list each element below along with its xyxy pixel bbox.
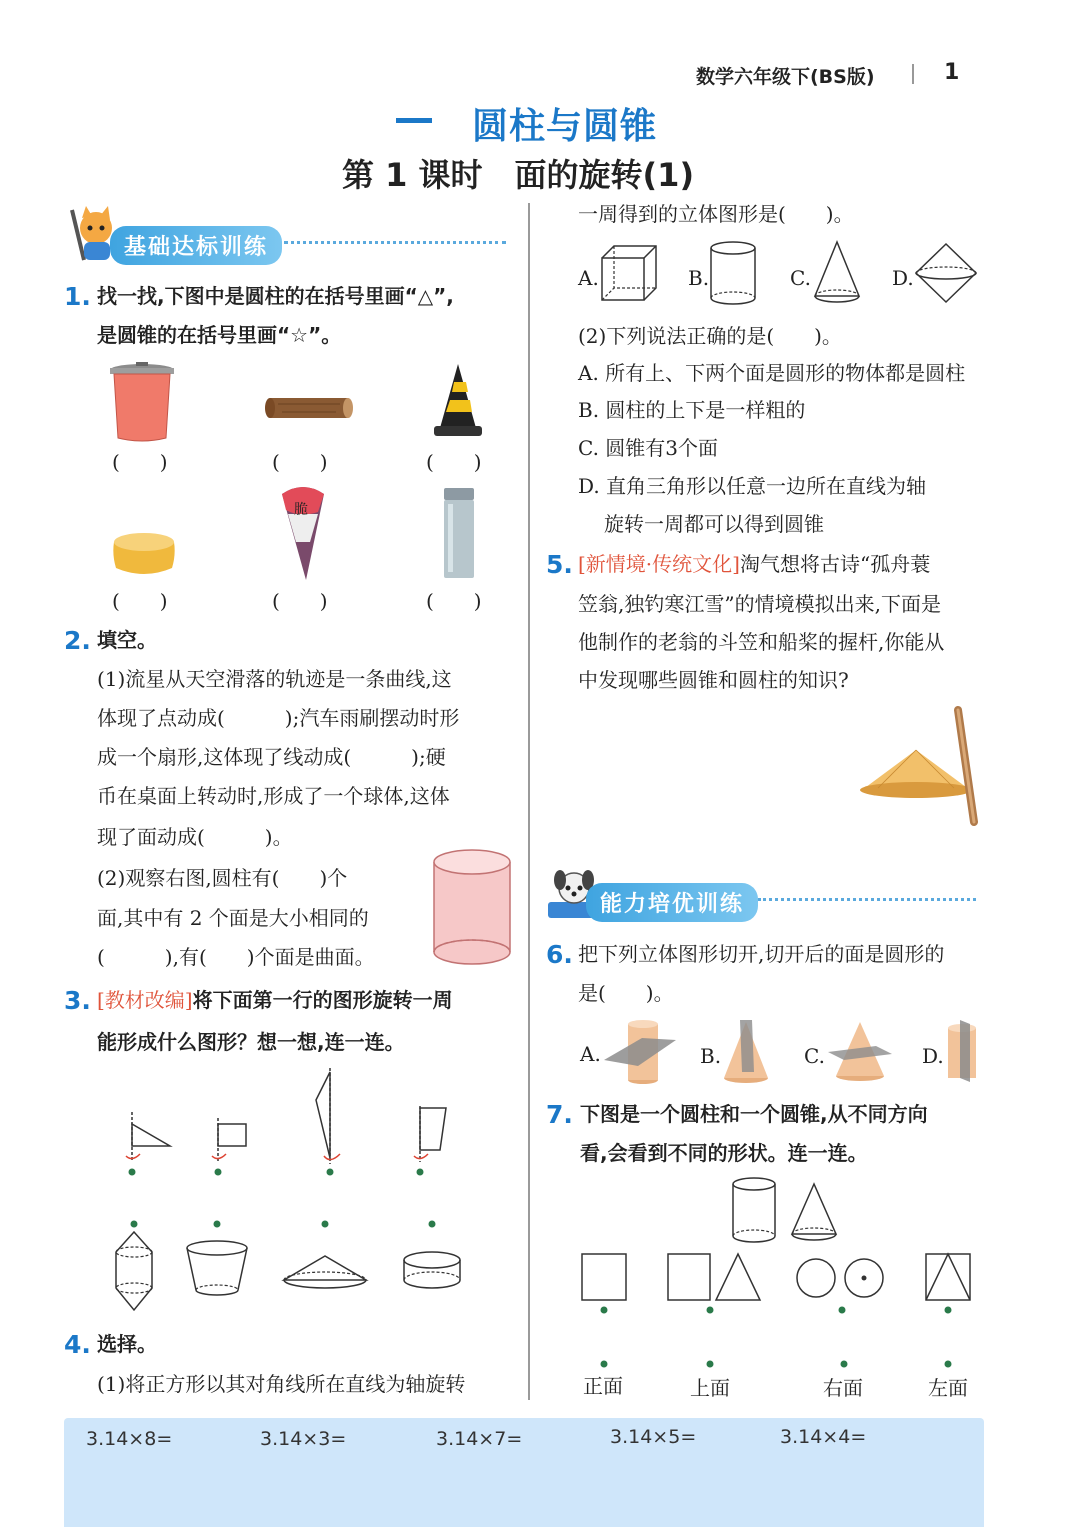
q4-option[interactable]: C. 圆锥有3个面 — [578, 436, 719, 460]
q7-text: 下图是一个圆柱和一个圆锥,从不同方向 — [580, 1102, 928, 1126]
answer-blank[interactable]: ( ) — [112, 589, 168, 613]
q5-text: 笠翁,独钓寒江雪”的情境模拟出来,下面是 — [578, 592, 941, 616]
answer-blank[interactable]: ( ) — [272, 589, 328, 613]
view-square-triangle-icon — [666, 1252, 762, 1314]
q4-option: 旋转一周都可以得到圆锥 — [604, 512, 824, 536]
column-divider — [528, 203, 530, 1400]
double-cone-icon — [914, 242, 978, 304]
option-label[interactable]: C. — [790, 266, 811, 290]
cylinder-icon — [708, 240, 758, 308]
question-number: 4. — [64, 1330, 91, 1359]
option-label[interactable]: A. — [578, 266, 599, 290]
question-number: 2. — [64, 626, 91, 655]
cut-cylinder-icon-d — [944, 1020, 980, 1084]
q4-text: (2)下列说法正确的是( )。 — [578, 324, 842, 348]
section-dotted-line — [284, 241, 506, 244]
traffic-cone-icon — [432, 362, 484, 442]
view-dot — [944, 1360, 952, 1368]
q4-option[interactable]: B. 圆柱的上下是一样粗的 — [578, 398, 806, 422]
thermos-bottle-icon — [442, 488, 476, 580]
answer-blank[interactable]: ( ) — [112, 450, 168, 474]
flat-cone-icon — [280, 1218, 370, 1290]
page-number: 1 — [944, 60, 960, 85]
trash-bin-icon — [106, 362, 178, 444]
option-label[interactable]: D. — [922, 1044, 944, 1068]
unit-number-dash — [396, 118, 432, 123]
answer-blank[interactable]: ( ) — [272, 450, 328, 474]
answer-blank[interactable]: ( ) — [426, 589, 482, 613]
cheese-wheel-icon — [110, 530, 178, 580]
cube-icon — [600, 244, 658, 304]
option-label[interactable]: A. — [580, 1042, 601, 1066]
q1-text: 找一找,下图中是圆柱的在括号里画“△”, — [97, 284, 454, 308]
cut-cone-icon-b — [720, 1018, 770, 1086]
q1-text: 是圆锥的在括号里画“☆”。 — [97, 323, 342, 347]
cut-cylinder-icon — [602, 1020, 678, 1086]
question-number: 6. — [546, 940, 573, 969]
view-dot — [840, 1360, 848, 1368]
math-item: 3.14×7= — [436, 1428, 523, 1450]
question-number: 5. — [546, 550, 573, 579]
q2-text: (1)流星从天空滑落的轨迹是一条曲线,这 — [97, 667, 452, 691]
q5-text: 他制作的老翁的斗笠和船桨的握杆,你能从 — [578, 630, 945, 654]
q2-text: 体现了点动成( );汽车雨刷摆动时形 — [97, 706, 460, 730]
oar-handle-icon — [952, 706, 982, 828]
frustum-icon — [184, 1218, 250, 1298]
q6-text: 是( )。 — [578, 981, 674, 1005]
q4-title: 选择。 — [97, 1332, 157, 1356]
q4-text: 一周得到的立体图形是( )。 — [578, 202, 854, 226]
q2-text: 现了面动成( )。 — [97, 825, 293, 849]
pink-cylinder-icon — [430, 848, 514, 968]
view-circles-icon — [796, 1256, 888, 1314]
view-label-top: 上面 — [690, 1376, 730, 1400]
math-item: 3.14×4= — [780, 1426, 867, 1448]
unit-title: 圆柱与圆锥 — [472, 106, 658, 147]
q2-title: 填空。 — [97, 628, 157, 652]
book-title: 数学六年级下(BS版) — [696, 66, 875, 88]
lesson-title: 第 1 课时 面的旋转(1) — [342, 156, 695, 194]
rotation-kite-icon — [306, 1068, 354, 1178]
cut-cone-icon-c — [826, 1018, 894, 1084]
question-number: 1. — [64, 282, 91, 311]
cone-icon — [812, 240, 862, 306]
question-number: 7. — [546, 1100, 573, 1129]
view-square-icon — [580, 1252, 628, 1314]
view-square-with-triangle-icon — [924, 1252, 972, 1314]
question-number: 3. — [64, 986, 91, 1015]
math-item: 3.14×3= — [260, 1428, 347, 1450]
q5-text: 中发现哪些圆锥和圆柱的知识? — [578, 668, 849, 692]
q4-text: (1)将正方形以其对角线所在直线为轴旋转 — [97, 1372, 466, 1396]
q2-text: 面,其中有 2 个面是大小相同的 — [97, 906, 369, 930]
q4-option[interactable]: D. 直角三角形以任意一边所在直线为轴 — [578, 474, 927, 498]
option-label[interactable]: B. — [700, 1044, 722, 1068]
option-label[interactable]: C. — [804, 1044, 825, 1068]
tag-label: [教材改编] — [97, 988, 193, 1012]
section-dotted-line — [758, 898, 976, 901]
q3-text: 能形成什么图形？想一想,连一连。 — [97, 1030, 405, 1054]
short-cylinder-icon — [400, 1218, 464, 1290]
view-label-right: 右面 — [823, 1376, 863, 1400]
q2-text: ( ),有( )个面是曲面。 — [97, 945, 375, 969]
rotation-square-icon — [206, 1112, 254, 1178]
section-banner-advanced: 能力培优训练 — [586, 883, 758, 922]
header-separator — [912, 64, 914, 84]
option-label[interactable]: B. — [688, 266, 710, 290]
rotation-trapezoid-icon — [404, 1106, 456, 1178]
section-banner-basic: 基础达标训练 — [110, 226, 282, 265]
q2-text: 币在桌面上转动时,形成了一个球体,这体 — [97, 784, 450, 808]
double-cone-cylinder-icon — [110, 1218, 158, 1314]
q4-option[interactable]: A. 所有上、下两个面是圆形的物体都是圆柱 — [578, 361, 966, 385]
mental-math-strip — [64, 1418, 984, 1527]
view-label-left: 左面 — [928, 1376, 968, 1400]
answer-blank[interactable]: ( ) — [426, 450, 482, 474]
q5-text: [新情境·传统文化]淘气想将古诗“孤舟蓑 — [578, 552, 931, 576]
rotation-triangle-icon — [118, 1112, 178, 1178]
option-label[interactable]: D. — [892, 266, 914, 290]
view-label-front: 正面 — [583, 1374, 623, 1398]
q6-text: 把下列立体图形切开,切开后的面是圆形的 — [578, 942, 945, 966]
math-item: 3.14×8= — [86, 1428, 173, 1450]
q7-text: 看,会看到不同的形状。连一连。 — [580, 1141, 868, 1165]
ice-cream-cone-icon — [278, 484, 328, 582]
log-icon — [264, 394, 352, 422]
q3-text: [教材改编]将下面第一行的图形旋转一周 — [97, 988, 453, 1012]
q2-text: (2)观察右图,圆柱有( )个 — [97, 866, 348, 890]
math-item: 3.14×5= — [610, 1426, 697, 1448]
view-dot — [600, 1360, 608, 1368]
svg-text:脆: 脆 — [294, 502, 308, 518]
q2-text: 成一个扇形,这体现了线动成( );硬 — [97, 745, 446, 769]
cylinder-and-cone-icon — [730, 1176, 842, 1246]
tag-label: [新情境·传统文化] — [578, 552, 740, 576]
view-dot — [706, 1360, 714, 1368]
